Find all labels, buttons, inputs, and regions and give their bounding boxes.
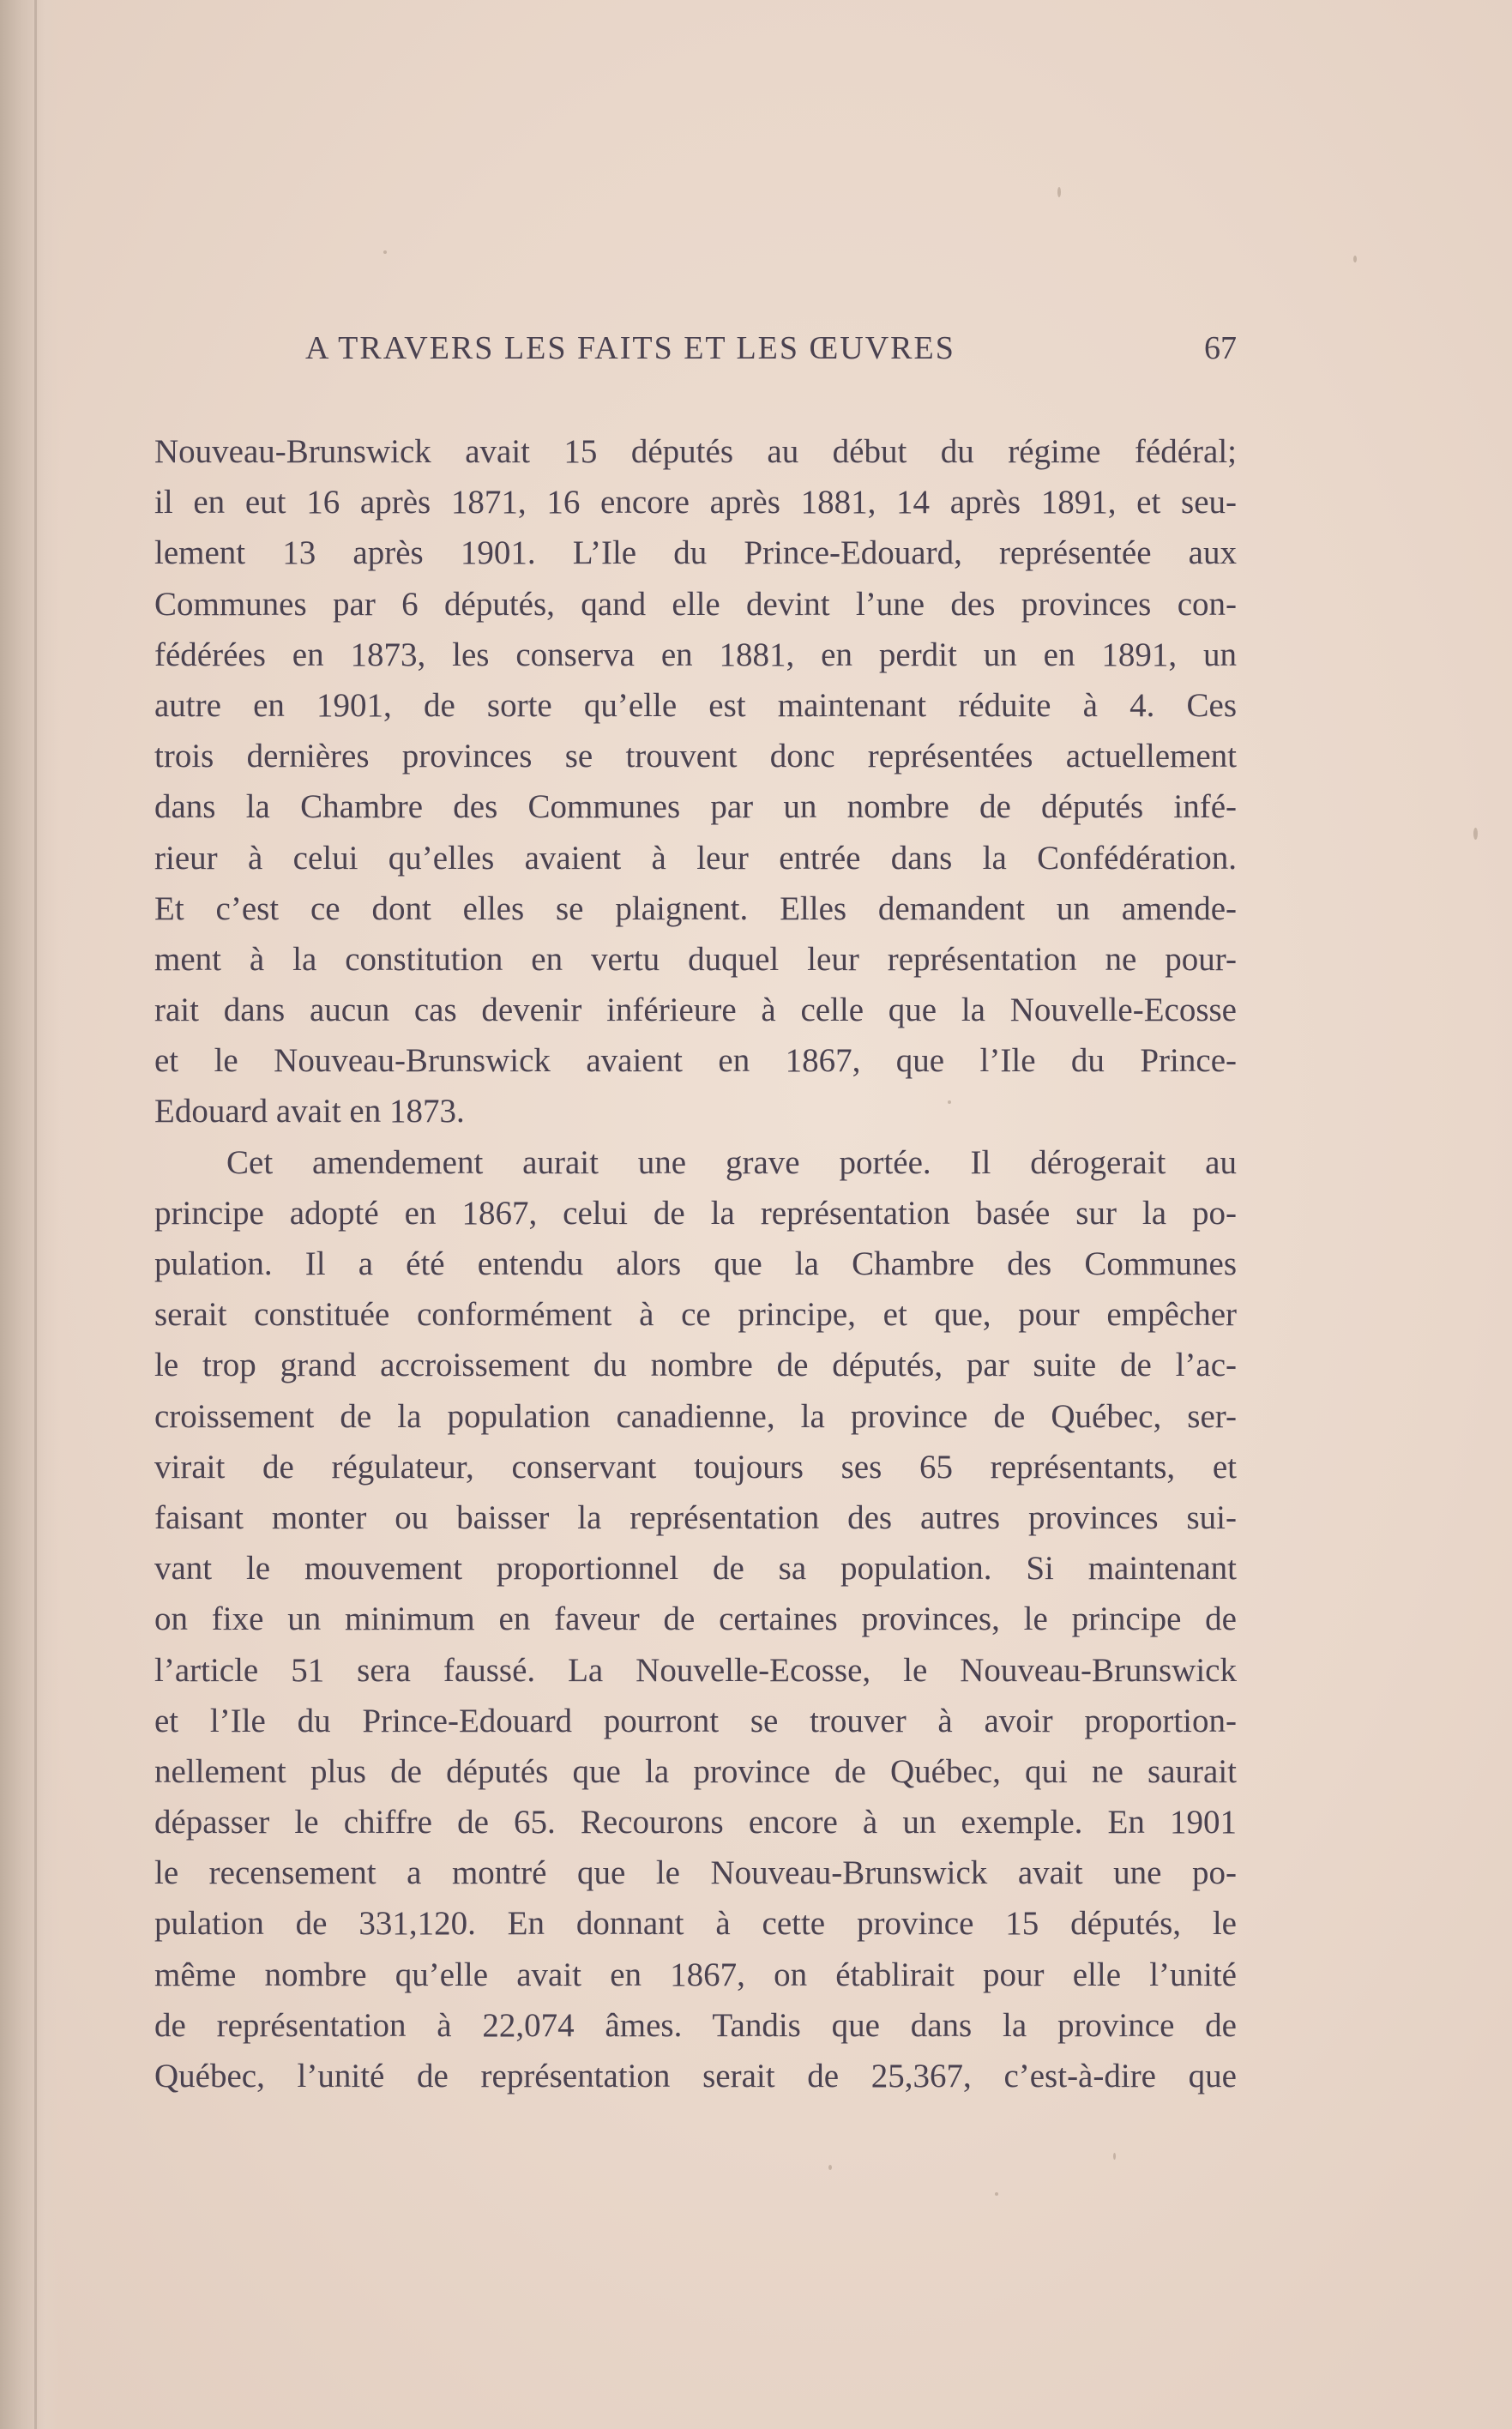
text-line: faisant monter ou baisser la représentation des autres provinces sui- bbox=[154, 1498, 1237, 1536]
text-line: Cet amendement aurait une grave portée. Il dérogerait au bbox=[226, 1143, 1237, 1181]
text-line: Québec, l’unité de représentation serait de 25,367, c’est-à-dire que bbox=[154, 2058, 1237, 2094]
text-line: serait constituée conformément à ce principe, et que, pour empêcher bbox=[154, 1296, 1237, 1334]
text-line: trois dernières provinces se trouvent donc représentées actuellement bbox=[154, 738, 1237, 775]
text-line: et le Nouveau-Brunswick avaient en 1867, que l’Ile du Prince- bbox=[154, 1042, 1237, 1080]
text-line: Edouard avait en 1873. bbox=[154, 1093, 465, 1130]
text-line: fédérées en 1873, les conserva en 1881, en perdit un en 1891, un bbox=[154, 636, 1237, 673]
text-line: rieur à celui qu’elles avaient à leur entrée dans la Confédération. bbox=[154, 839, 1237, 877]
text-line: il en eut 16 après 1871, 16 encore après 1881, 14 après 1891, et seu- bbox=[154, 484, 1237, 521]
binding-shadow bbox=[0, 0, 60, 2429]
paper-speck bbox=[1353, 256, 1357, 262]
text-line: et l’Ile du Prince-Edouard pourront se trouver à avoir proportion- bbox=[154, 1702, 1237, 1739]
text-line: de représentation à 22,074 âmes. Tandis que dans la province de bbox=[154, 2006, 1237, 2044]
text-line: vant le mouvement proportionnel de sa population. Si maintenant bbox=[154, 1550, 1237, 1588]
paper-speck bbox=[1473, 828, 1478, 840]
text-line: croissement de la population canadienne, la province de Québec, ser- bbox=[154, 1397, 1237, 1435]
text-line: principe adopté en 1867, celui de la représentation basée sur la po- bbox=[154, 1194, 1237, 1232]
running-head bbox=[154, 324, 1237, 372]
page-number: 67 bbox=[1204, 330, 1237, 366]
text-line: dépasser le chiffre de 65. Recourons encore à un exemple. En 1901 bbox=[154, 1804, 1237, 1841]
text-line: rait dans aucun cas devenir inférieure à celle que la Nouvelle-Ecosse bbox=[154, 991, 1237, 1029]
text-line: ment à la constitution en vertu duquel leur représentation ne pour- bbox=[154, 940, 1237, 978]
paper-speck bbox=[383, 250, 387, 254]
text-line: pulation de 331,120. En donnant à cette province 15 députés, le bbox=[154, 1905, 1237, 1943]
text-line: pulation. Il a été entendu alors que la Chambre des Communes bbox=[154, 1245, 1237, 1282]
paragraph-2 bbox=[154, 1137, 1237, 2102]
paper-speck bbox=[828, 2165, 832, 2170]
text-line: dans la Chambre des Communes par un nombre de députés infé- bbox=[154, 788, 1237, 826]
paragraph-1 bbox=[154, 426, 1237, 1137]
paper-speck bbox=[1113, 2153, 1116, 2160]
text-line: virait de régulateur, conservant toujours ses 65 représentants, et bbox=[154, 1448, 1237, 1486]
text-line: on fixe un minimum en faveur de certaines provinces, le principe de bbox=[154, 1600, 1237, 1638]
text-line: nellement plus de députés que la province de Québec, qui ne saurait bbox=[154, 1752, 1237, 1790]
text-line: Nouveau-Brunswick avait 15 députés au début du régime fédéral; bbox=[154, 433, 1237, 470]
text-line: l’article 51 sera faussé. La Nouvelle-Ecosse, le Nouveau-Brunswick bbox=[154, 1651, 1237, 1689]
text-line: le trop grand accroissement du nombre de députés, par suite de l’ac- bbox=[154, 1347, 1237, 1384]
text-line: lement 13 après 1901. L’Ile du Prince-Edouard, représentée aux bbox=[154, 534, 1237, 572]
paper-speck bbox=[995, 2192, 998, 2196]
paper-speck bbox=[1057, 187, 1061, 197]
running-title: A TRAVERS LES FAITS ET LES ŒUVRES bbox=[305, 330, 955, 366]
paper-speck bbox=[948, 1100, 951, 1104]
text-line: autre en 1901, de sorte qu’elle est maintenant réduite à 4. Ces bbox=[154, 686, 1237, 724]
text-line: Communes par 6 députés, qand elle devint l’une des provinces con- bbox=[154, 585, 1237, 623]
binding-edge-line bbox=[34, 0, 37, 2429]
body-text bbox=[154, 426, 1237, 2101]
text-line: même nombre qu’elle avait en 1867, on établirait pour elle l’unité bbox=[154, 1956, 1237, 1993]
text-line: Et c’est ce dont elles se plaignent. Elles demandent un amende- bbox=[154, 889, 1237, 927]
text-line: le recensement a montré que le Nouveau-Brunswick avait une po- bbox=[154, 1854, 1237, 1892]
